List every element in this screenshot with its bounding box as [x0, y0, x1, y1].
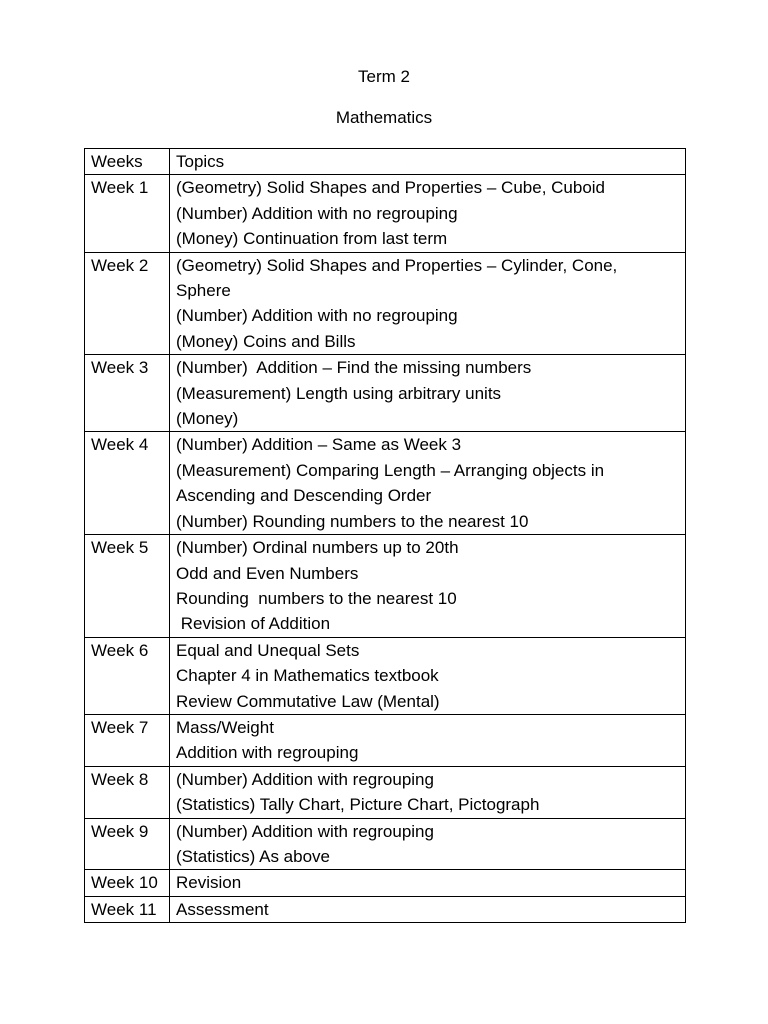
topic-line: (Number) Addition with regrouping	[176, 821, 434, 841]
topic-line: (Number) Addition with no regrouping	[176, 203, 458, 223]
topic-line: Revision of Addition	[176, 614, 331, 634]
header-row	[85, 149, 686, 175]
topics-cell	[170, 818, 686, 870]
topic-line: (Geometry) Solid Shapes and Properties – Cube, Cuboid	[176, 178, 606, 198]
topics-column-header: Topics	[170, 149, 686, 175]
subject-heading: Mathematics	[335, 108, 433, 127]
table-row	[85, 355, 686, 432]
term-heading: Term 2	[358, 67, 410, 86]
topic-line: (Number) Addition – Find the missing numbers	[176, 358, 532, 378]
topics-cell	[170, 355, 686, 432]
topics-cell	[170, 252, 686, 355]
week-cell: Week 10	[85, 870, 170, 896]
weeks-column-header: Weeks	[85, 149, 170, 175]
week-cell: Week 5	[85, 535, 170, 638]
week-cell: Week 2	[85, 252, 170, 355]
week-cell: Week 9	[85, 818, 170, 870]
week-cell: Week 1	[85, 175, 170, 252]
topic-line: (Measurement) Comparing Length – Arranging objects in	[176, 460, 605, 480]
topic-line: Mass/Weight	[176, 717, 274, 737]
topics-cell	[170, 432, 686, 535]
topic-line: (Money)	[176, 409, 239, 429]
table-row	[85, 818, 686, 870]
table-row	[85, 637, 686, 714]
topic-line: Chapter 4 in Mathematics textbook	[176, 666, 439, 686]
topic-line: Sphere	[176, 281, 231, 301]
topic-line: Assessment	[176, 899, 269, 919]
topic-line: (Statistics) As above	[176, 846, 331, 866]
table-row	[85, 535, 686, 638]
topic-line: (Number) Addition – Same as Week 3	[176, 435, 462, 455]
week-cell: Week 6	[85, 637, 170, 714]
topic-line: (Geometry) Solid Shapes and Properties – Cylinder, Cone,	[176, 255, 618, 275]
topic-line: Rounding numbers to the nearest 10	[176, 588, 457, 608]
schedule-table-header	[85, 149, 686, 175]
topic-line: (Number) Addition with no regrouping	[176, 306, 458, 326]
topic-line: (Statistics) Tally Chart, Picture Chart, Pictograph	[176, 795, 540, 815]
topic-line: Review Commutative Law (Mental)	[176, 691, 440, 711]
topics-cell	[170, 870, 686, 896]
table-row	[85, 432, 686, 535]
topic-line: (Money) Coins and Bills	[176, 331, 356, 351]
week-cell: Week 4	[85, 432, 170, 535]
table-row	[85, 766, 686, 818]
topics-cell	[170, 766, 686, 818]
topics-cell	[170, 896, 686, 922]
topic-line: (Money) Continuation from last term	[176, 229, 448, 249]
table-row	[85, 714, 686, 766]
table-row	[85, 252, 686, 355]
topic-line: Revision	[176, 873, 242, 893]
topics-cell	[170, 637, 686, 714]
topic-line: Ascending and Descending Order	[176, 486, 432, 506]
topics-cell	[170, 175, 686, 252]
table-row	[85, 175, 686, 252]
topic-line: (Number) Ordinal numbers up to 20th	[176, 538, 459, 558]
schedule-table-body	[85, 175, 686, 923]
schedule-table	[84, 148, 686, 923]
topic-line: (Number) Rounding numbers to the nearest 10	[176, 511, 529, 531]
table-row	[85, 870, 686, 896]
topics-cell	[170, 535, 686, 638]
week-cell: Week 7	[85, 714, 170, 766]
topics-cell	[170, 714, 686, 766]
week-cell: Week 11	[85, 896, 170, 922]
topic-line: Odd and Even Numbers	[176, 563, 359, 583]
topic-line: Addition with regrouping	[176, 743, 359, 763]
topic-line: (Measurement) Length using arbitrary units	[176, 383, 502, 403]
week-cell: Week 3	[85, 355, 170, 432]
week-cell: Week 8	[85, 766, 170, 818]
topic-line: Equal and Unequal Sets	[176, 640, 360, 660]
table-row	[85, 896, 686, 922]
topic-line: (Number) Addition with regrouping	[176, 769, 434, 789]
